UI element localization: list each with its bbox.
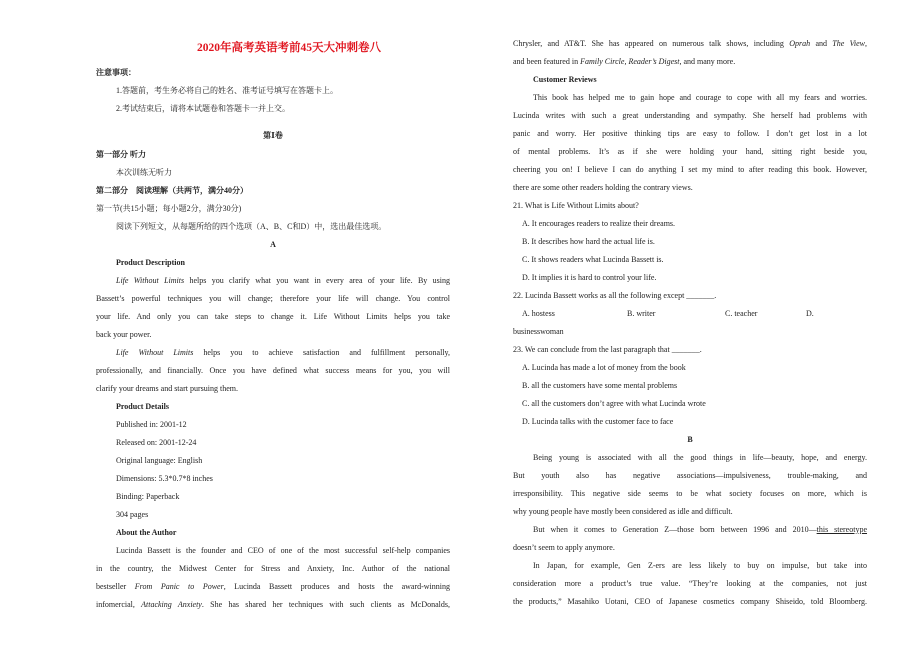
text-line: Lucinda Bassett is the founder and CEO of one of the most successful self-help companies [116,546,450,555]
question-option: C. teacher [725,309,758,318]
text-line: cheering you on! I believe I can do anything I set my mind to after reading this book. However, [513,165,867,174]
question-option: B. all the customers have some mental problems [522,381,678,390]
part1-note: 本次训练无听力 [116,168,172,177]
question-option: B. writer [627,309,656,318]
volume-title: 第Ⅰ卷 [263,131,283,140]
passage-a-label: A [270,240,276,249]
question-stem: 22. Lucinda Bassett works as all the following except _______. [513,291,717,300]
customer-reviews-heading: Customer Reviews [533,75,597,84]
text-line: the products,” Masahiko Uotani, CEO of Japanese cosmetics company Shiseido, told Bloomberg. [513,597,867,606]
question-option: A. It encourages readers to realize their dreams. [522,219,676,228]
text-line: Being young is associated with all the good things in life—beauty, hope, and energy. [533,453,867,462]
detail-item: Published in: 2001-12 [116,420,187,429]
text-line: back your power. [96,330,152,339]
detail-item: Original language: English [116,456,203,465]
text-line: bestseller From Panic to Power, Lucinda Bassett produces and hosts the award-winning [96,582,451,591]
question-stem: 23. We can conclude from the last paragraph that _______. [513,345,702,354]
text-line: This book has helped me to gain hope and courage to cope with all my fears and worries. [533,93,867,102]
notice-item: 2.考试结束后，请将本试题卷和答题卡一并上交。 [116,104,290,113]
section1-heading: 第一节(共15小题；每小题2分，满分30分) [96,204,242,213]
part2-heading: 第二部分 阅读理解（共两节，满分40分） [96,186,248,195]
text-line: Lucinda writes with such a great understanding and sympathy. She herself had problems with [513,111,867,120]
text-line: Bassett’s powerful techniques you will change; therefore your life will change. You control [96,294,450,303]
text-line: why young people have mostly been considered as idle and difficult. [513,507,733,516]
text-line: and been featured in Family Circle, Reader’s Digest, and many more. [513,57,736,66]
text-line: consideration more a product’s true value. “They’re looking at the companies, not just [513,579,867,588]
text-line: Life Without Limits helps you clarify what you want in every area of your life. By using [116,276,451,285]
instructions: 阅读下列短文，从每题所给的四个选项（A、B、C和D）中，选出最佳选项。 [116,222,387,231]
detail-item: Binding: Paperback [116,492,180,501]
about-author-heading: About the Author [116,528,177,537]
product-description-heading: Product Description [116,258,185,267]
text-line: there are some other readers holding the contrary views. [513,183,693,192]
notice-heading: 注意事项： [96,68,136,77]
text-line: clarify your dreams and start pursuing them. [96,384,238,393]
text-line: Life Without Limits helps you to achieve satisfaction and fulfillment personally, [116,348,451,357]
text-line: of mental problems. It’s as if she were holding your hand, sitting right beside you, [513,147,867,156]
underlined-phrase: this stereotype [816,525,868,534]
question-option: C. It shows readers what Lucinda Bassett is. [522,255,664,264]
detail-item: Released on: 2001-12-24 [116,438,197,447]
passage-b-label: B [687,435,693,444]
text-line: But youth also has negative associations—impulsiveness, trouble-making, and [513,471,867,480]
question-option: A. hostess [522,309,555,318]
detail-item: 304 pages [116,510,149,519]
text-line: Chrysler, and AT&T. She has appeared on numerous talk shows, including Oprah and The View, [513,39,867,48]
question-option: C. all the customers don’t agree with what Lucinda wrote [522,399,706,408]
text-line: panic and worry. Her positive thinking tips are easy to follow. I don’t get lost in a lot [513,129,867,138]
question-option: A. Lucinda has made a lot of money from the book [522,363,686,372]
text-line: doesn’t seem to apply anymore. [513,543,615,552]
notice-item: 1.答题前，考生务必将自己的姓名、准考证号填写在答题卡上。 [116,86,338,95]
text-line: professionally, and financially. Once you have defined what success means for you, you will [96,366,450,375]
question-option: D. [806,309,814,318]
question-option: D. It implies it is hard to control your life. [522,273,657,282]
exam-title: 2020年高考英语考前45天大冲刺卷八 [197,42,381,54]
question-option-continued: businesswoman [513,327,564,336]
text-line: infomercial, Attacking Anxiety. She has shared her techniques with such clients as McDonalds, [96,600,451,609]
question-stem: 21. What is Life Without Limits about? [513,201,639,210]
text-line: in the country, the Midwest Center for Stress and Anxiety, Inc. Author of the national [96,564,450,573]
detail-item: Dimensions: 5.3*0.7*8 inches [116,474,213,483]
text-line: irresponsibility. This negative side seems to be what society focuses on more, which is [513,489,867,498]
question-option: B. It describes how hard the actual life is. [522,237,655,246]
text-line: In Japan, for example, Gen Z-ers are less likely to buy on impulse, but take into [533,561,867,570]
text-line: your life. And only you can take steps to change it. Life Without Limits helps you take [96,312,450,321]
text-line: But when it comes to Generation Z—those born between 1996 and 2010—this stereotype [533,525,868,534]
question-option: D. Lucinda talks with the customer face to face [522,417,674,426]
part1-heading: 第一部分 听力 [96,150,146,159]
product-details-heading: Product Details [116,402,169,411]
